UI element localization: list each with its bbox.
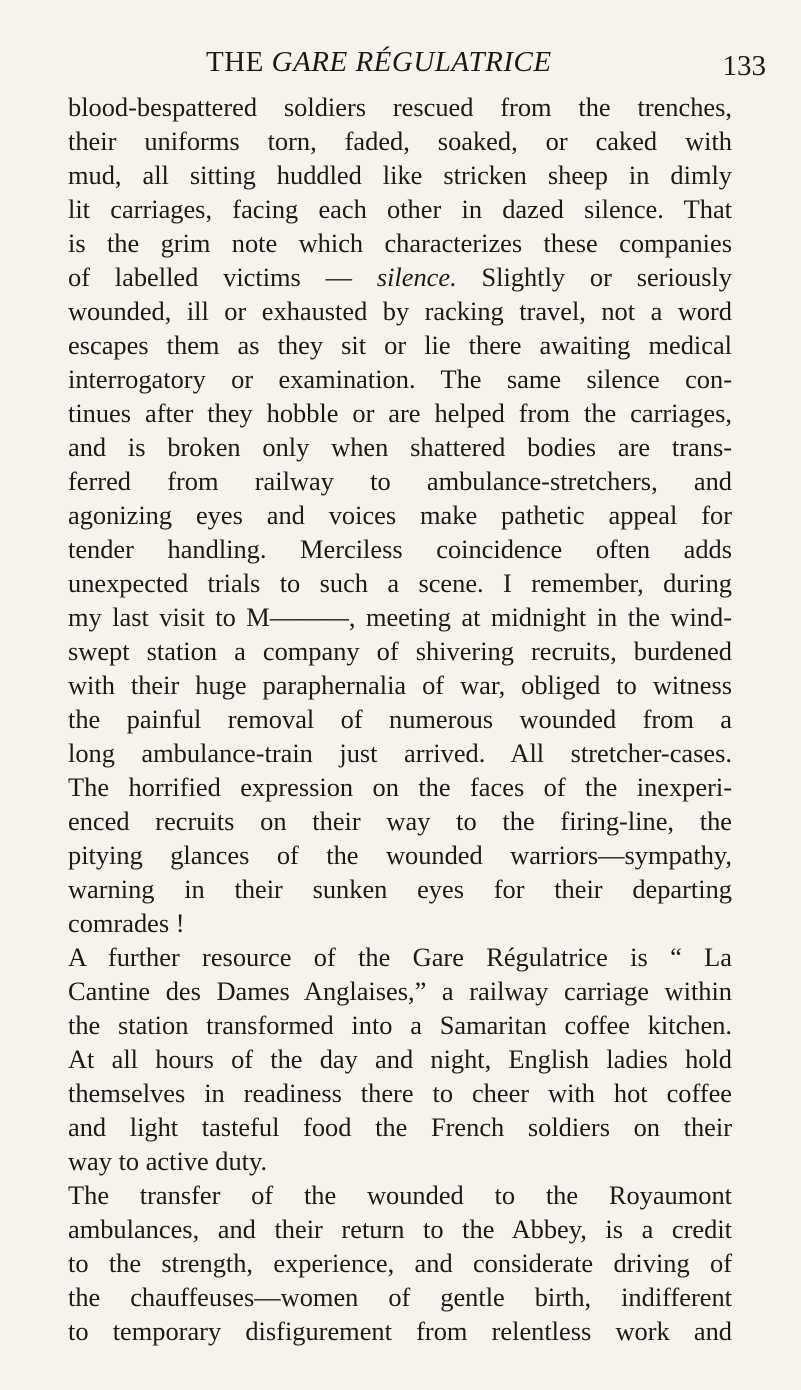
text-line: At all hours of the day and night, English ladies hold <box>68 1044 732 1074</box>
text-line: long ambulance-train just arrived. All stretcher-cases. <box>68 738 732 768</box>
text-line: Cantine des Dames Anglaises,” a railway carriage within <box>68 976 732 1006</box>
text-line: way to active duty. <box>68 1146 268 1176</box>
text-segment: Slightly or seriously <box>456 262 732 292</box>
text-line: the chauffeuses—women of gentle birth, indifferent <box>68 1282 732 1312</box>
text-line: with their huge paraphernalia of war, obliged to witness <box>68 670 732 700</box>
page-header <box>120 46 780 86</box>
text-line: the painful removal of numerous wounded from a <box>68 704 732 734</box>
text-line: pitying glances of the wounded warriors—sympathy, <box>68 840 732 870</box>
text-line: The transfer of the wounded to the Royaumont <box>68 1180 732 1210</box>
text-line: The horrified expression on the faces of the inexperi- <box>68 772 732 802</box>
page-number: 133 <box>722 50 766 82</box>
text-line: to temporary disfigurement from relentless work and <box>68 1316 732 1346</box>
text-line: themselves in readiness there to cheer with hot coffee <box>68 1078 732 1108</box>
text-line: is the grim note which characterizes these companies <box>68 228 732 258</box>
text-line <box>68 260 732 294</box>
text-line: their uniforms torn, faded, soaked, or caked with <box>68 126 732 156</box>
text-line: my last visit to M———, meeting at midnight in the wind- <box>68 602 732 632</box>
text-line: to the strength, experience, and considerate driving of <box>68 1248 732 1278</box>
text-line: unexpected trials to such a scene. I remember, during <box>68 568 732 598</box>
running-title-italic: GARE RÉGULATRICE <box>271 46 552 78</box>
text-line: blood-bespattered soldiers rescued from the trenches, <box>68 92 732 122</box>
text-line: the station transformed into a Samaritan coffee kitchen. <box>68 1010 732 1040</box>
text-line: mud, all sitting huddled like stricken sheep in dimly <box>68 160 732 190</box>
running-title-prefix: THE <box>206 46 272 78</box>
text-line: swept station a company of shivering recruits, burdened <box>68 636 732 666</box>
text-line: tinues after they hobble or are helped from the carriages, <box>68 398 732 428</box>
text-line: agonizing eyes and voices make pathetic appeal for <box>68 500 732 530</box>
text-line: A further resource of the Gare Régulatrice is “ La <box>68 942 732 972</box>
text-segment: of labelled victims — <box>68 262 377 292</box>
text-line: and light tasteful food the French soldiers on their <box>68 1112 732 1142</box>
text-line: lit carriages, facing each other in dazed silence. That <box>68 194 732 224</box>
text-line: enced recruits on their way to the firing-line, the <box>68 806 732 836</box>
text-line: escapes them as they sit or lie there awaiting medical <box>68 330 732 360</box>
text-line: tender handling. Merciless coincidence often adds <box>68 534 732 564</box>
body-text <box>68 90 732 1348</box>
text-line: ferred from railway to ambulance-stretchers, and <box>68 466 732 496</box>
italic-segment: silence. <box>376 262 457 292</box>
text-line: wounded, ill or exhausted by racking travel, not a word <box>68 296 732 326</box>
text-line: and is broken only when shattered bodies are trans- <box>68 432 732 462</box>
text-line: ambulances, and their return to the Abbey, is a credit <box>68 1214 732 1244</box>
running-title <box>206 46 552 79</box>
text-line: interrogatory or examination. The same silence con- <box>68 364 732 394</box>
text-line: comrades ! <box>68 908 185 938</box>
text-line: warning in their sunken eyes for their departing <box>68 874 732 904</box>
